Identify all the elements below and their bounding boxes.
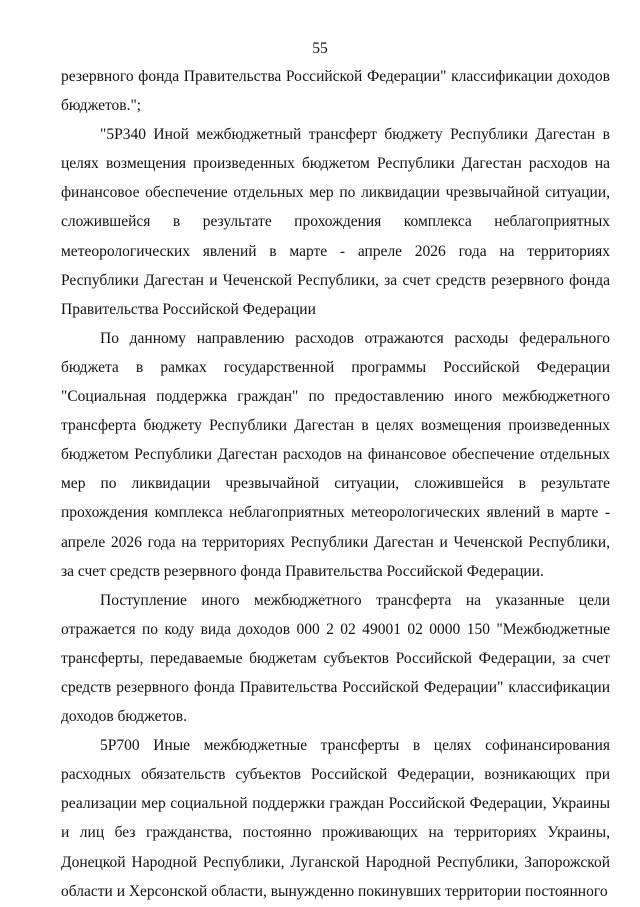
paragraph-continuation: резервного фонда Правительства Российской Федерации" классификации доходов бюджетов."; [61,68,610,115]
paragraph-5p700-heading: 5Р700 Иные межбюджетные трансферты в целях софинансирования расходных обязательств субъектов Российской Федерации, возникающих при реализации мер социальной поддержки граждан Российской Федерации, Украины и лиц без гражданства, постоянно проживающих на территориях Украины, Донецкой Народной Республики, Луганской Народной Республики, Запорожской области и Херсонской области, вынужденно покинувших территории постоянного [61,737,610,900]
page-number: 55 [312,40,328,57]
document-body [61,62,610,906]
paragraph-expenditure-description: По данному направлению расходов отражаются расходы федерального бюджета в рамках государственной программы Российской Федерации "Социальная поддержка граждан" по предоставлению иного межбюджетного трансферта бюджету Республики Дагестан в целях возмещения произведенных бюджетом Республики Дагестан расходов на финансовое обеспечение отдельных мер по ликвидации чрезвычайной ситуации, сложившейся в результате прохождения комплекса неблагоприятных метеорологических явлений в марте - апреле 2026 года на территориях Республики Дагестан и Чеченской Республики, за счет средств резервного фонда Правительства Российской Федерации. [61,329,610,580]
paragraph-5p340-heading: "5Р340 Иной межбюджетный трансферт бюджету Республики Дагестан в целях возмещения произведенных бюджетом Республики Дагестан расходов на финансовое обеспечение отдельных мер по ликвидации чрезвычайной ситуации, сложившейся в результате прохождения комплекса неблагоприятных метеорологических явлений в марте - апреле 2026 года на территориях Республики Дагестан и Чеченской Республики, за счет средств резервного фонда Правительства Российской Федерации [61,126,610,318]
paragraph-revenue-code: Поступление иного межбюджетного трансферта на указанные цели отражается по коду вида доходов 000 2 02 49001 02 0000 150 "Межбюджетные трансферты, передаваемые бюджетам субъектов Российской Федерации, за счет средств резервного фонда Правительства Российской Федерации" классификации доходов бюджетов. [61,591,610,726]
